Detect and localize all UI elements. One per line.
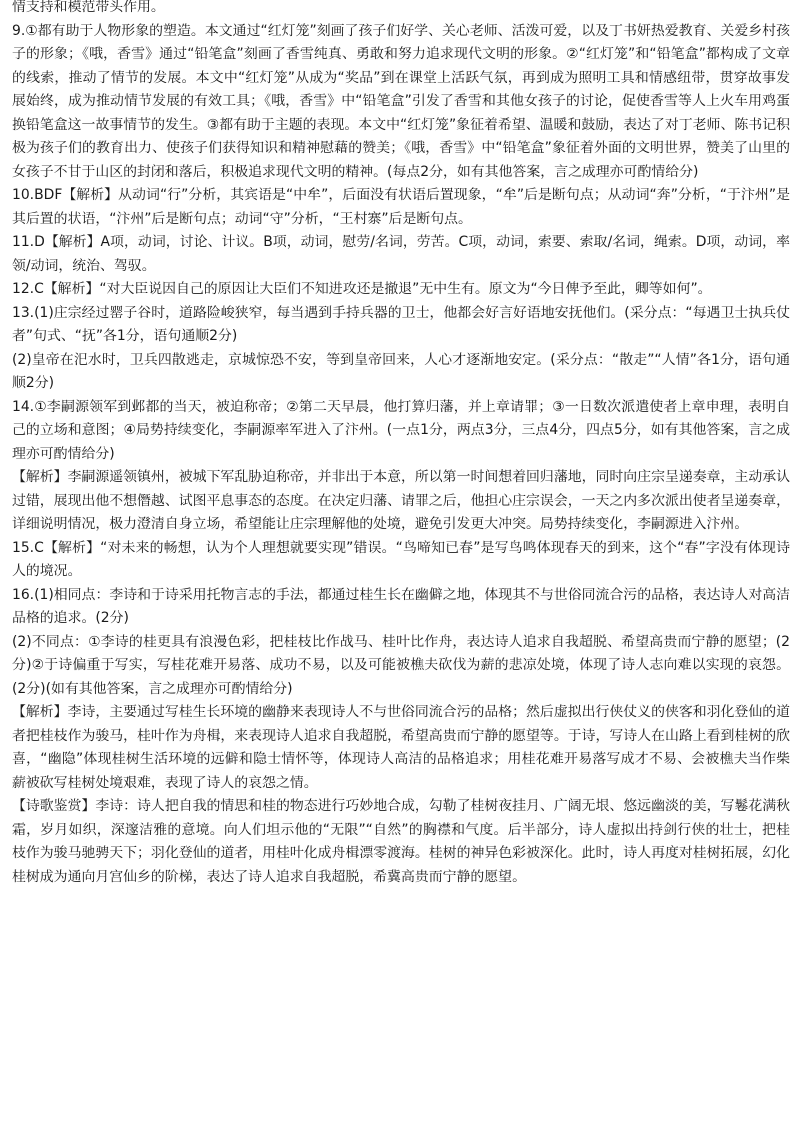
paragraph-continuation: 情支持和模范带头作用。: [12, 0, 165, 15]
answer-10: 10.BDF【解析】从动词“行”分析，其宾语是“中牟”，后面没有状语后置现象，“牟”后是断句点；从动词“奔”分析，“于汴州”是其后置的状语，“汴州”后是断句点；动词“守”分析，“王村寨”后是断句点。: [12, 187, 790, 227]
answer-13-part-1: 13.(1)庄宗经过罂子谷时，道路险峻狭窄，每当遇到手持兵器的卫士，他都会好言好语地安抚他们。(采分点：“每遇卫士执兵仗者”句式、“抚”各1分，语句通顺2分): [12, 304, 790, 344]
answer-14: 14.①李嗣源领军到邺都的当天，被迫称帝；②第二天早晨，他打算归藩，并上章请罪；③一日数次派遣使者上章申理，表明自己的立场和意图；④局势持续变化，李嗣源率军进入了汴州。(一点1分，两点3分，三点4分，四点5分，如有其他答案，言之成理亦可酌情给分): [12, 398, 790, 462]
answer-16-part-2: (2)不同点：①李诗的桂更具有浪漫色彩，把桂枝比作战马、桂叶比作舟，表达诗人追求自我超脱、希望高贵而宁静的愿望；(2分)②于诗偏重于写实，写桂花难开易落、成功不易，以及可能被樵夫砍伐为薪的悲凉处境，体现了诗人志向难以实现的哀怨。(2分)(如有其他答案，言之成理亦可酌情给分): [12, 633, 790, 697]
answer-15: 15.C【解析】“对未来的畅想，认为个人理想就要实现”错误。“鸟啼知已春”是写鸟鸣体现春天的到来，这个“春”字没有体现诗人的境况。: [12, 539, 790, 579]
answer-14-analysis: 【解析】李嗣源遥领镇州，被城下军乱胁迫称帝，并非出于本意，所以第一时间想着回归藩地，同时向庄宗呈递奏章，主动承认过错，展现出他不想僭越、试图平息事态的态度。在决定归藩、请罪之后，他担心庄宗误会，一天之内多次派出使者呈递奏章，详细说明情况，极力澄清自身立场，希望能让庄宗理解他的处境，避免引发更大冲突。局势持续变化，李嗣源进入汴州。: [12, 469, 790, 532]
answer-16-part-1: 16.(1)相同点：李诗和于诗采用托物言志的手法，都通过桂生长在幽僻之地，体现其不与世俗同流合污的品格，表达诗人对高洁品格的追求。(2分): [12, 586, 790, 626]
answer-12: 12.C【解析】“对大臣说因自己的原因让大臣们不知进攻还是撤退”无中生有。原文为“今日俾予至此，卿等如何”。: [12, 281, 712, 297]
answer-13-part-2: (2)皇帝在汜水时，卫兵四散逃走，京城惊恐不安，等到皇帝回来，人心才逐渐地安定。(采分点：“散走”“人情”各1分，语句通顺2分): [12, 351, 790, 391]
answer-9: 9.①都有助于人物形象的塑造。本文通过“红灯笼”刻画了孩子们好学、关心老师、活泼可爱，以及丁书妍热爱教育、关爱乡村孩子的形象；《哦，香雪》通过“铅笔盒”刻画了香雪纯真、勇敢和努力追求现代文明的形象。②“红灯笼”和“铅笔盒”都构成了文章的线索，推动了情节的发展。本文中“红灯笼”从成为“奖品”到在课堂上活跃气氛，再到成为照明工具和情感纽带，贯穿故事发展始终，成为推动情节发展的有效工具；《哦，香雪》中“铅笔盒”引发了香雪和其他女孩子的讨论，促使香雪等人上火车用鸡蛋换铅笔盒这一故事情节的发生。③都有助于主题的表现。本文中“红灯笼”象征着希望、温暖和鼓励，表达了对丁老师、陈书记积极为孩子们的教育出力、使孩子们获得知识和精神慰藉的赞美；《哦，香雪》中“铅笔盒”象征着外面的文明世界，赞美了山里的女孩子不甘于山区的封闭和落后，积极追求现代文明的精神。(每点2分，如有其他答案，言之成理亦可酌情给分): [12, 22, 790, 180]
answer-11: 11.D【解析】A项，动词，讨论、计议。B项，动词，慰劳/名词，劳苦。C项，动词，索要、索取/名词，绳索。D项，动词，率领/动词，统治、驾驭。: [12, 234, 790, 274]
answer-16-analysis: 【解析】李诗，主要通过写桂生长环境的幽静来表现诗人不与世俗同流合污的品格；然后虚拟出行侠仗义的侠客和羽化登仙的道者把桂枝作为骏马，桂叶作为舟楫，来表现诗人追求自我超脱，希望高贵而宁静的愿望等。于诗，写诗人在山路上看到桂树的欣喜，“幽隐”体现桂树生活环境的远僻和隐士情怀等，体现诗人高洁的品格追求；用桂花难开易落写成才不易、会被樵夫当作柴薪被砍写桂树处境艰难，表现了诗人的哀怨之情。: [12, 704, 790, 791]
poem-appreciation: 【诗歌鉴赏】李诗：诗人把自我的情思和桂的物态进行巧妙地合成，勾勒了桂树夜挂月、广阔无垠、悠远幽淡的美，写鬈花满秋霜，岁月如织，深邃洁雅的意境。向人们坦示他的“无限”“自然”的胸襟和气度。后半部分，诗人虚拟出持剑行侠的壮士，把桂枝作为骏马驰骋天下；羽化登仙的道者，用桂叶化成舟楫漂零渡海。桂树的神异色彩被深化。此时，诗人再度对桂树拓展，幻化桂树成为通向月宫仙乡的阶梯，表达了诗人追求自我超脱，希冀高贵而宁静的愿望。: [12, 798, 790, 885]
